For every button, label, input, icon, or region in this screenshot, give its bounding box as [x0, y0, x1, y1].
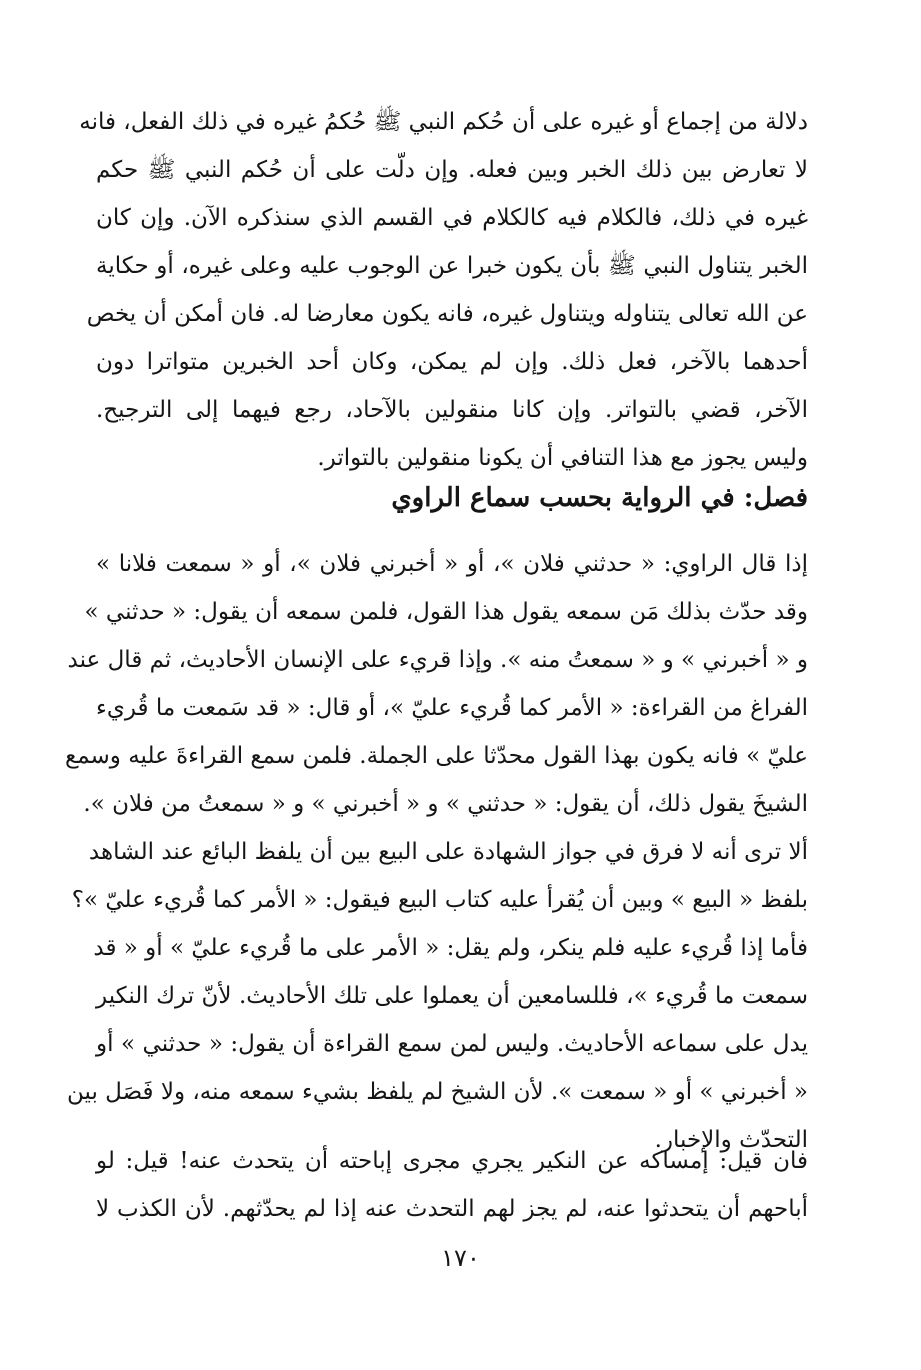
text-line: « أخبرني » أو « سمعت ». لأن الشيخ لم يلفظ بشيء سمعه منه، ولا فَصَل بين	[67, 1079, 808, 1105]
text-line: فأما إذا قُريء عليه فلم ينكر، ولم يقل: « الأمر على ما قُريء عليّ » أو « قد	[93, 935, 808, 961]
text-line: بلفظ « البيع » وبين أن يُقرأ عليه كتاب البيع فيقول: « الأمر كما قُريء عليّ »؟	[71, 887, 808, 913]
text-line: الآخر، قضي بالتواتر. وإن كانا منقولين بالآحاد، رجع فيهما إلى الترجيح.	[96, 397, 808, 423]
text-line: فان قيل: إمساكه عن النكير يجري مجرى إباحته أن يتحدث عنه! قيل: لو	[96, 1148, 808, 1174]
text-line: وليس يجوز مع هذا التنافي أن يكونا منقولين بالتواتر.	[317, 445, 808, 471]
text-line: دلالة من إجماع أو غيره على أن حُكم النبي ﷺ حُكمُ غيره في ذلك الفعل، فانه	[79, 109, 808, 135]
text-line: عليّ » فانه يكون بهذا القول محدّثا على الجملة. فلمن سمع القراءةَ عليه وسمع	[64, 743, 808, 769]
text-line: الشيخَ يقول ذلك، أن يقول: « حدثني » و « أخبرني » و « سمعتُ من فلان ».	[83, 791, 808, 817]
paragraph-3	[96, 1137, 808, 1233]
text-line: عن الله تعالى يتناوله ويتناول غيره، فانه يكون معارضا له. فان أمكن أن يخص	[86, 301, 808, 327]
text-line: لا تعارض بين ذلك الخبر وبين فعله. وإن دلّت على أن حُكم النبي ﷺ حكم	[96, 157, 808, 183]
text-line: وقد حدّث بذلك مَن سمعه يقول هذا القول، فلمن سمعه أن يقول: « حدثني »	[84, 599, 808, 625]
page-number: ١٧٠	[441, 1244, 480, 1272]
text-line: ألا ترى أنه لا فرق في جواز الشهادة على البيع بين أن يلفظ البائع عند الشاهد	[88, 839, 808, 865]
text-line: سمعت ما قُريء »، فللسامعين أن يعملوا على تلك الأحاديث. لأنّ ترك النكير	[96, 983, 808, 1009]
text-line: غيره في ذلك، فالكلام فيه كالكلام في القسم الذي سنذكره الآن. وإن كان	[96, 205, 808, 231]
text-line: أحدهما بالآخر، فعل ذلك. وإن لم يمكن، وكان أحد الخبرين متواترا دون	[96, 349, 808, 375]
paragraph-1	[79, 98, 808, 482]
section-heading: فصل: في الرواية بحسب سماع الراوي	[391, 483, 808, 513]
text-line: يدل على سماعه الأحاديث. وليس لمن سمع القراءة أن يقول: « حدثني » أو	[96, 1031, 808, 1057]
text-line: الخبر يتناول النبي ﷺ بأن يكون خبرا عن الوجوب عليه وعلى غيره، أو حكاية	[96, 253, 808, 279]
text-line: أباحهم أن يتحدثوا عنه، لم يجز لهم التحدث عنه إذا لم يحدّثهم. لأن الكذب لا	[96, 1196, 808, 1222]
text-line: التحدّث والإخبار.	[654, 1127, 808, 1153]
text-line: إذا قال الراوي: « حدثني فلان »، أو « أخبرني فلان »، أو « سمعت فلانا »	[96, 551, 808, 577]
text-line: الفراغ من القراءة: « الأمر كما قُريء عليّ »، أو قال: « قد سَمعت ما قُريء	[96, 695, 808, 721]
text-line: و « أخبرني » و « سمعتُ منه ». وإذا قريء على الإنسان الأحاديث، ثم قال عند	[67, 647, 808, 673]
paragraph-2	[64, 540, 808, 1164]
